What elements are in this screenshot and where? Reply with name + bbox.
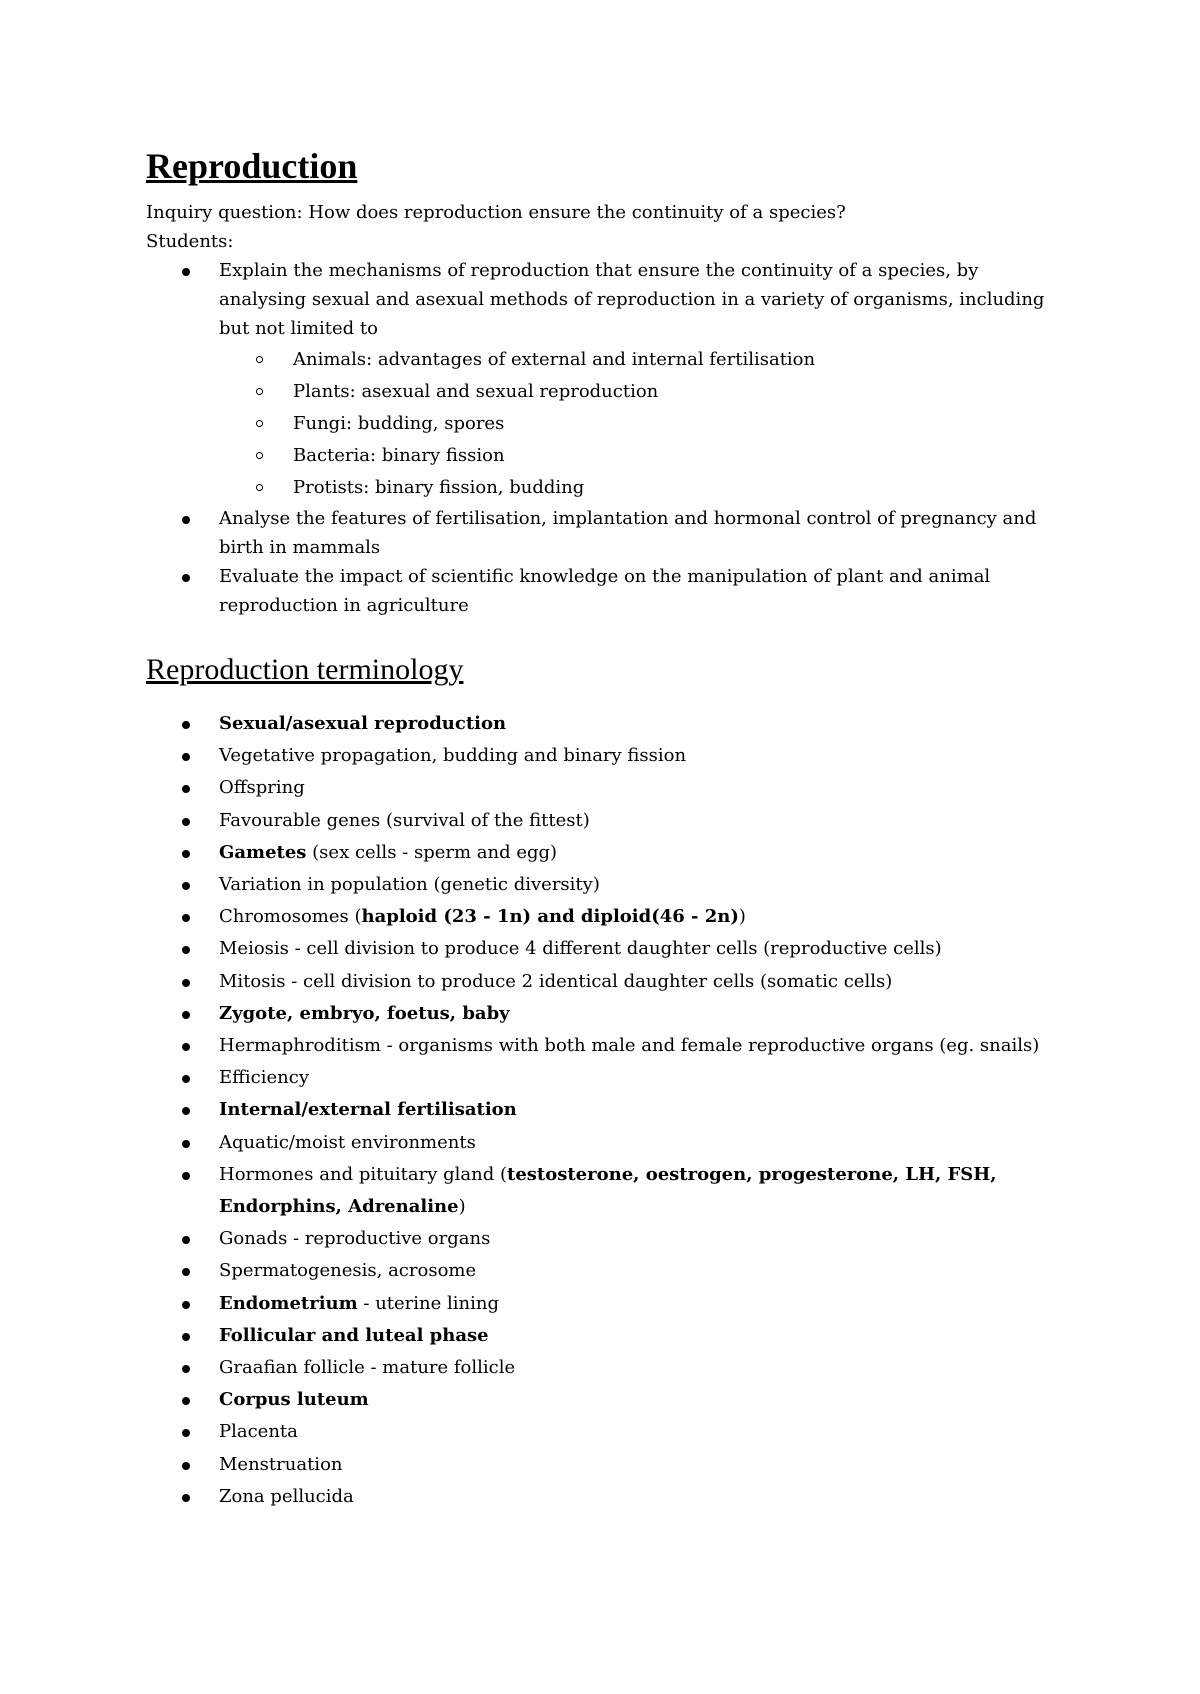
term-item bbox=[146, 869, 1066, 901]
bullet-icon bbox=[182, 946, 190, 954]
page-title: Reproduction bbox=[146, 146, 358, 186]
term-bold: Sexual/asexual reproduction bbox=[219, 713, 507, 734]
term-item bbox=[146, 1352, 1066, 1384]
bullet-icon bbox=[182, 914, 190, 922]
outcome-item bbox=[146, 256, 1066, 504]
term-text: - uterine lining bbox=[357, 1292, 499, 1314]
term-prefix: Chromosomes ( bbox=[219, 906, 362, 928]
sublist-item-text: Protists: binary fission, budding bbox=[293, 477, 585, 498]
term-item bbox=[146, 1223, 1066, 1255]
bullet-icon bbox=[182, 268, 190, 276]
bullet-icon bbox=[182, 1462, 190, 1470]
sublist-item-text: Fungi: budding, spores bbox=[293, 413, 505, 434]
outcome-text: Evaluate the impact of scientific knowledge on the manipulation of plant and animal reproduction in agriculture bbox=[219, 566, 991, 616]
bullet-icon bbox=[182, 1107, 190, 1115]
bullet-icon bbox=[182, 1172, 190, 1180]
term-text: Offspring bbox=[219, 777, 305, 799]
term-item bbox=[146, 1127, 1066, 1159]
term-item bbox=[146, 1094, 1066, 1126]
term-item bbox=[146, 740, 1066, 772]
bullet-icon bbox=[182, 1301, 190, 1309]
sublist-item bbox=[219, 440, 1066, 472]
outcomes-list bbox=[146, 256, 1066, 620]
term-item bbox=[146, 1062, 1066, 1094]
sublist-item bbox=[219, 344, 1066, 376]
bullet-icon bbox=[182, 1140, 190, 1148]
sublist-item-text: Animals: advantages of external and internal fertilisation bbox=[293, 349, 816, 370]
students-label: Students: bbox=[146, 231, 234, 252]
outcome-item bbox=[146, 562, 1066, 620]
term-text: Placenta bbox=[219, 1421, 298, 1443]
term-bold: Endometrium bbox=[219, 1292, 358, 1314]
term-bold: Follicular and luteal phase bbox=[219, 1324, 489, 1346]
bullet-icon bbox=[182, 516, 190, 524]
term-bold: Internal/external fertilisation bbox=[219, 1099, 517, 1121]
organism-sublist bbox=[219, 344, 1066, 504]
term-item bbox=[146, 1416, 1066, 1448]
outcome-item bbox=[146, 504, 1066, 562]
bullet-icon bbox=[182, 1268, 190, 1276]
inquiry-question: Inquiry question: How does reproduction ensure the continuity of a species? bbox=[146, 202, 846, 223]
term-item bbox=[146, 1288, 1066, 1320]
term-text: Efficiency bbox=[219, 1067, 310, 1089]
term-item bbox=[146, 1159, 1066, 1223]
bullet-icon bbox=[182, 1333, 190, 1341]
term-text: Menstruation bbox=[219, 1453, 343, 1475]
term-item bbox=[146, 933, 1066, 965]
term-item bbox=[146, 837, 1066, 869]
term-text: Favourable genes (survival of the fittest) bbox=[219, 809, 590, 831]
term-text: ) bbox=[458, 1196, 466, 1218]
term-bold: haploid (23 - 1n) and diploid(46 - 2n) bbox=[361, 906, 739, 928]
sublist-item bbox=[219, 472, 1066, 504]
bullet-icon bbox=[182, 1429, 190, 1437]
bullet-icon bbox=[182, 785, 190, 793]
hollow-bullet-icon bbox=[256, 356, 263, 363]
term-item bbox=[146, 1449, 1066, 1481]
outcome-text: Analyse the features of fertilisation, implantation and hormonal control of pregnancy and birth in mammals bbox=[219, 508, 1037, 558]
term-bold: Gametes bbox=[219, 841, 307, 863]
term-item bbox=[146, 805, 1066, 837]
term-item bbox=[146, 1255, 1066, 1287]
term-text: Hermaphroditism - organisms with both male and female reproductive organs (eg. snails) bbox=[219, 1035, 1040, 1057]
sublist-item-text: Plants: asexual and sexual reproduction bbox=[293, 381, 659, 402]
outcome-text: Explain the mechanisms of reproduction that ensure the continuity of a species, by analysing sexual and asexual methods of reproduction in a variety of organisms, including but not limited to bbox=[219, 260, 1045, 339]
term-text: ) bbox=[738, 906, 746, 928]
sublist-item bbox=[219, 408, 1066, 440]
term-item bbox=[146, 966, 1066, 998]
document-content bbox=[146, 140, 1066, 1513]
term-text: Spermatogenesis, acrosome bbox=[219, 1260, 477, 1282]
bullet-icon bbox=[182, 1011, 190, 1019]
term-text: Aquatic/moist environments bbox=[219, 1131, 476, 1153]
term-item bbox=[146, 1320, 1066, 1352]
hollow-bullet-icon bbox=[256, 484, 263, 491]
term-item bbox=[146, 901, 1066, 933]
terminology-heading: Reproduction terminology bbox=[146, 653, 464, 686]
bullet-icon bbox=[182, 1397, 190, 1405]
bullet-icon bbox=[182, 721, 190, 729]
term-bold: testosterone, oestrogen, progesterone, LH, FSH, Endorphins, Adrenaline bbox=[219, 1163, 997, 1218]
sublist-item bbox=[219, 376, 1066, 408]
bullet-icon bbox=[182, 1043, 190, 1051]
terminology-list bbox=[146, 708, 1066, 1513]
bullet-icon bbox=[182, 850, 190, 858]
bullet-icon bbox=[182, 1075, 190, 1083]
term-item bbox=[146, 772, 1066, 804]
bullet-icon bbox=[182, 882, 190, 890]
term-text: Gonads - reproductive organs bbox=[219, 1228, 491, 1250]
term-item bbox=[146, 998, 1066, 1030]
bullet-icon bbox=[182, 1236, 190, 1244]
term-text: Mitosis - cell division to produce 2 identical daughter cells (somatic cells) bbox=[219, 970, 893, 992]
term-text: Variation in population (genetic diversity) bbox=[219, 874, 600, 896]
term-bold: Corpus luteum bbox=[219, 1389, 369, 1411]
term-text: Vegetative propagation, budding and binary fission bbox=[219, 745, 687, 767]
term-text: Meiosis - cell division to produce 4 different daughter cells (reproductive cells) bbox=[219, 938, 942, 960]
bullet-icon bbox=[182, 1365, 190, 1373]
term-text: Zona pellucida bbox=[219, 1485, 354, 1507]
term-bold: Zygote, embryo, foetus, baby bbox=[219, 1002, 510, 1024]
term-text: Graafian follicle - mature follicle bbox=[219, 1357, 516, 1379]
term-item bbox=[146, 1481, 1066, 1513]
bullet-icon bbox=[182, 979, 190, 987]
hollow-bullet-icon bbox=[256, 452, 263, 459]
bullet-icon bbox=[182, 818, 190, 826]
bullet-icon bbox=[182, 753, 190, 761]
term-item bbox=[146, 708, 1066, 740]
hollow-bullet-icon bbox=[256, 420, 263, 427]
term-item bbox=[146, 1030, 1066, 1062]
bullet-icon bbox=[182, 1494, 190, 1502]
bullet-icon bbox=[182, 574, 190, 582]
sublist-item-text: Bacteria: binary fission bbox=[293, 445, 505, 466]
term-text: (sex cells - sperm and egg) bbox=[306, 841, 558, 863]
term-prefix: Hormones and pituitary gland ( bbox=[219, 1163, 508, 1185]
hollow-bullet-icon bbox=[256, 388, 263, 395]
term-item bbox=[146, 1384, 1066, 1416]
